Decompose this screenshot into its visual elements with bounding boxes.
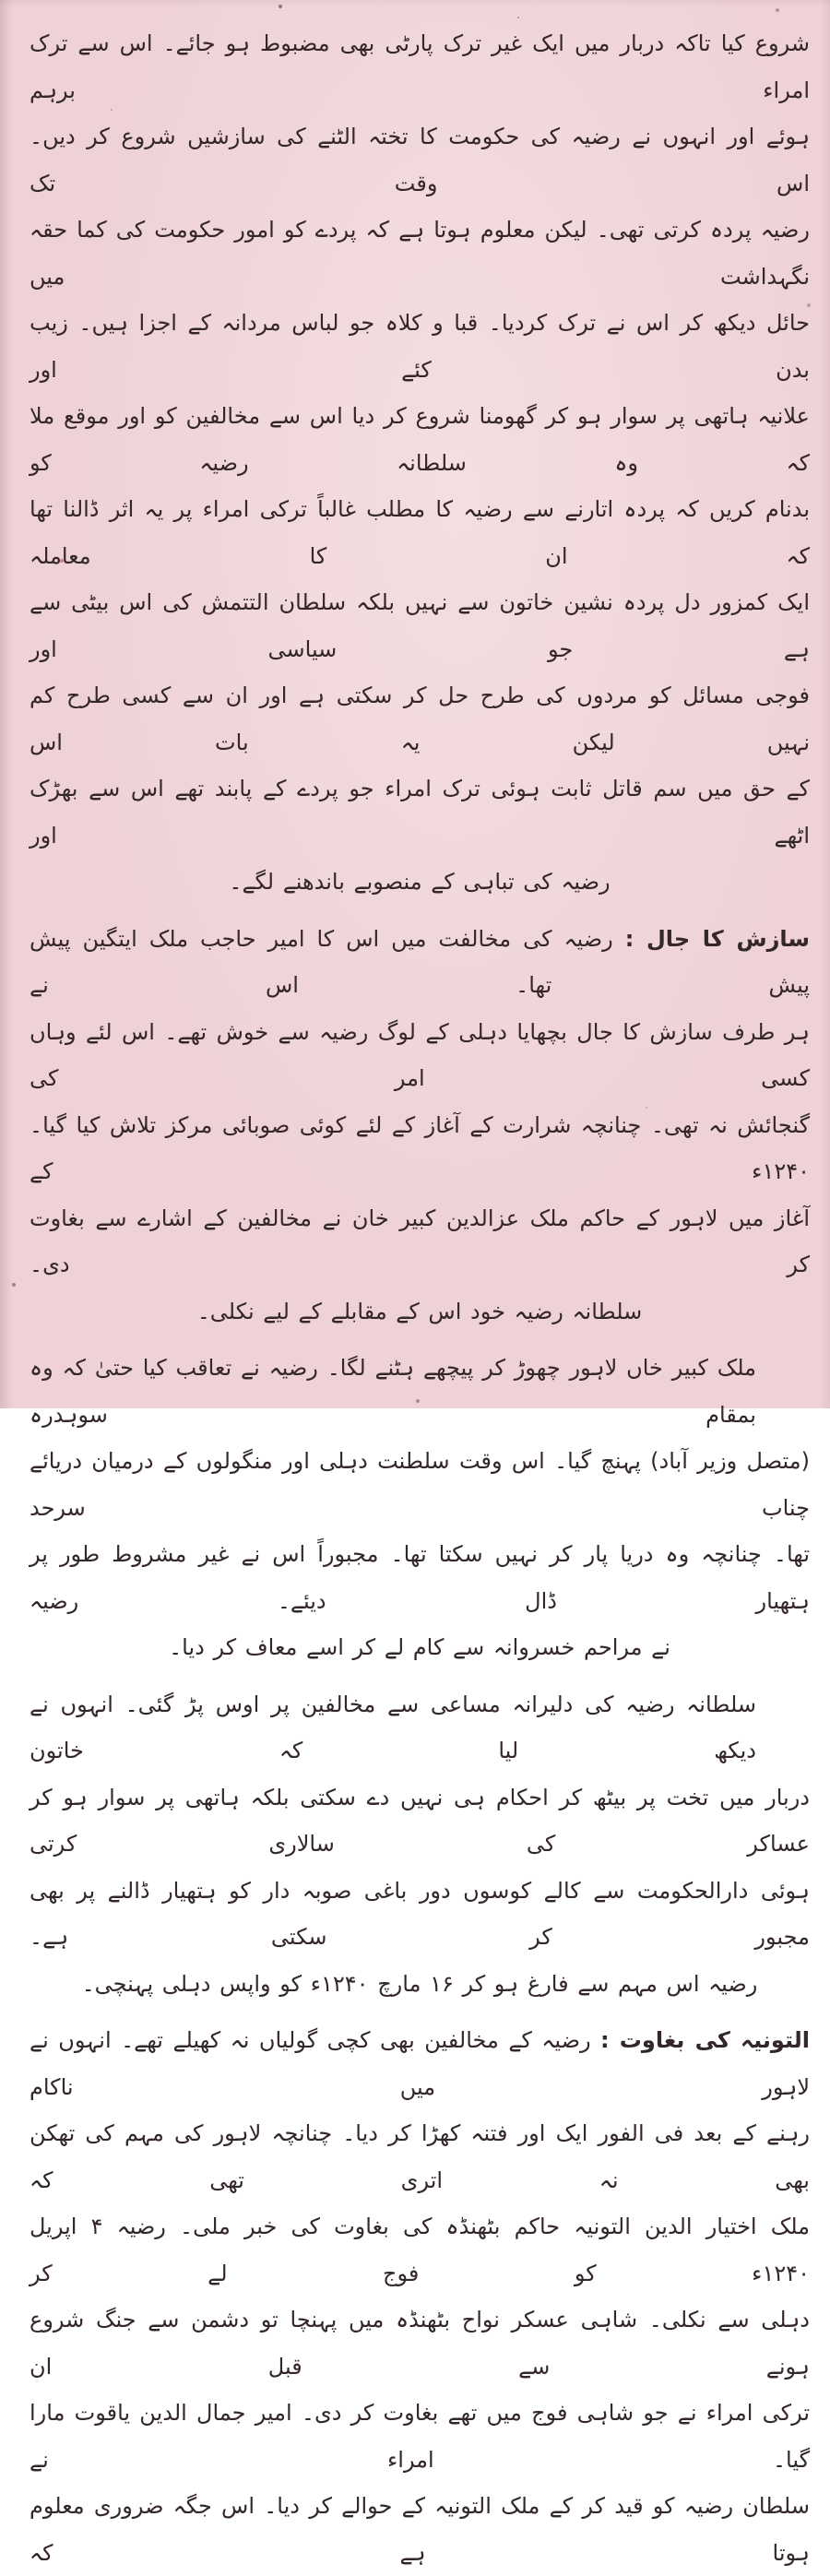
text-line: دہلی سے نکلی۔ شاہی عسکر نواح بٹھنڈہ میں پہنچا تو دشمن سے جنگ شروع ہونے سے قبل ان xyxy=(30,2307,810,2380)
text-line: دربار میں تخت پر بیٹھ کر احکام ہی نہیں دے سکتی بلکہ ہاتھی پر سوار ہو کر عساکر کی سالاری کرتی xyxy=(30,1784,810,1857)
text-line: حائل دیکھ کر اس نے ترک کردیا۔ قبا و کلاہ جو لباس مردانہ کے اجزا ہیں۔ زیب بدن کئے اور xyxy=(30,310,810,383)
text-line: سلطان رضیہ کو قید کر کے ملک التونیہ کے حوالے کر دیا۔ اس جگہ ضروری معلوم ہوتا ہے کہ xyxy=(30,2493,810,2566)
paragraph-continuation-purdah-tark xyxy=(30,20,810,906)
text-line: آغاز میں لاہور کے حاکم ملک عزالدین کبیر خان نے مخالفین کے اشارے سے بغاوت کر دی۔ xyxy=(30,1205,810,1277)
text-line xyxy=(30,2017,810,2110)
text-line-content: رضیہ کے مخالفین بھی کچی گولیاں نہ کھیلے تھے۔ انہوں نے لاہور میں ناکام xyxy=(30,2027,810,2100)
text-line: کے حق میں سم قاتل ثابت ہوئی ترک امراء جو پردے کے پابند تھے اس سے بھڑک اٹھے اور xyxy=(30,776,810,849)
text-line: ملک اختیار الدین التونیہ حاکم بٹھنڈہ کی بغاوت کی خبر ملی۔ رضیہ ۴ اپریل ۱۲۴۰ء کو فوج لے کر xyxy=(30,2214,811,2286)
text-line: ایک کمزور دل پردہ نشین خاتون سے نہیں بلکہ سلطان التتمش کی اس بیٹی سے ہے جو سیاسی اور xyxy=(30,589,810,662)
section-heading: التونیہ کی بغاوت : xyxy=(600,2027,810,2053)
text-line: (متصل وزیر آباد) پہنچ گیا۔ اس وقت سلطنت دہلی اور منگولوں کے درمیان دریائے چناب سرحد xyxy=(30,1448,811,1521)
text-line: ہر طرف سازش کا جال بچھایا دہلی کے لوگ رضیہ سے خوش تھے۔ اس لئے وہاں کسی امر کی xyxy=(30,1018,810,1091)
paragraph-kabir-khan-taaqub xyxy=(30,1345,810,1671)
text-line: ملک کبیر خاں لاہور چھوڑ کر پیچھے ہٹنے لگا۔ رضیہ نے تعاقب کیا حتیٰ کہ وہ بمقام سوہدرہ xyxy=(30,1355,756,1428)
text-line: نے مراحم خسروانہ سے کام لے کر اسے معاف کر دیا۔ xyxy=(169,1634,670,1660)
text-line: رضیہ پردہ کرتی تھی۔ لیکن معلوم ہوتا ہے کہ پردے کو امور حکومت کی کما حقہ نگہداشت میں xyxy=(30,217,810,290)
text-line: رضیہ کی تباہی کے منصوبے باندھنے لگے۔ xyxy=(229,869,611,895)
text-line: بدنام کریں کہ پردہ اتارنے سے رضیہ کا مطلب غالباً ترکی امراء پر یہ اثر ڈالنا تھا کہ ان کا معاملہ xyxy=(30,496,810,569)
paragraph-altunia-ki-baghawat xyxy=(30,2017,810,2576)
text-line: گنجائش نہ تھی۔ چنانچہ شرارت کے آغاز کے لئے کوئی صوبائی مرکز تلاش کیا گیا۔ ۱۲۴۰ء کے xyxy=(30,1111,810,1184)
text-line: رہنے کے بعد فی الفور ایک اور فتنہ کھڑا کر دیا۔ چنانچہ لاہور کی مہم کی تھکن بھی نہ اتری تھی کہ xyxy=(30,2120,810,2193)
section-heading: سازش کا جال : xyxy=(624,925,810,952)
text-line: تھا۔ چنانچہ وہ دریا پار کر نہیں سکتا تھا۔ مجبوراً اس نے غیر مشروط طور پر ہتھیار ڈال دیئے۔ رضیہ xyxy=(30,1541,810,1614)
text-line xyxy=(30,916,810,1009)
text-line: علانیہ ہاتھی پر سوار ہو کر گھومنا شروع کر دیا اس سے مخالفین کو اور موقع ملا کہ وہ سلطانہ رضیہ کو xyxy=(30,403,810,476)
paragraph-sazish-ka-jaal xyxy=(30,916,810,1335)
text-line: سلطانہ رضیہ خود اس کے مقابلے کے لیے نکلی۔ xyxy=(196,1298,643,1324)
text-line: رضیہ اس مہم سے فارغ ہو کر ۱۶ مارچ ۱۲۴۰ء کو واپس دہلی پہنچی۔ xyxy=(81,1970,758,1997)
text-line: شروع کیا تاکہ دربار میں ایک غیر ترک پارٹی بھی مضبوط ہو جائے۔ اس سے ترک امراء برہم xyxy=(30,30,810,103)
text-line-content: رضیہ کی مخالفت میں اس کا امیر حاجب ملک ایتگین پیش پیش تھا۔ اس نے xyxy=(30,925,810,998)
text-line: فوجی مسائل کو مردوں کی طرح حل کر سکتی ہے اور ان سے کسی طرح کم نہیں لیکن یہ بات اس xyxy=(30,683,810,755)
text-line: ترکی امراء نے جو شاہی فوج میں تھے بغاوت کر دی۔ امیر جمال الدین یاقوت مارا گیا۔ امراء نے xyxy=(30,2400,810,2473)
text-line: ہوئی دارالحکومت سے کالے کوسوں دور باغی صوبہ دار کو ہتھیار ڈالنے پر بھی مجبور کر سکتی ہے۔ xyxy=(30,1877,810,1950)
text-line: ہوئے اور انہوں نے رضیہ کی حکومت کا تختہ الٹنے کی سازشیں شروع کر دیں۔ اس وقت تک xyxy=(30,124,810,196)
paragraph-dileraana-masaai xyxy=(30,1681,810,2008)
text-line: سلطانہ رضیہ کی دلیرانہ مساعی سے مخالفین پر اوس پڑ گئی۔ انہوں نے دیکھ لیا کہ خاتون xyxy=(30,1691,756,1763)
